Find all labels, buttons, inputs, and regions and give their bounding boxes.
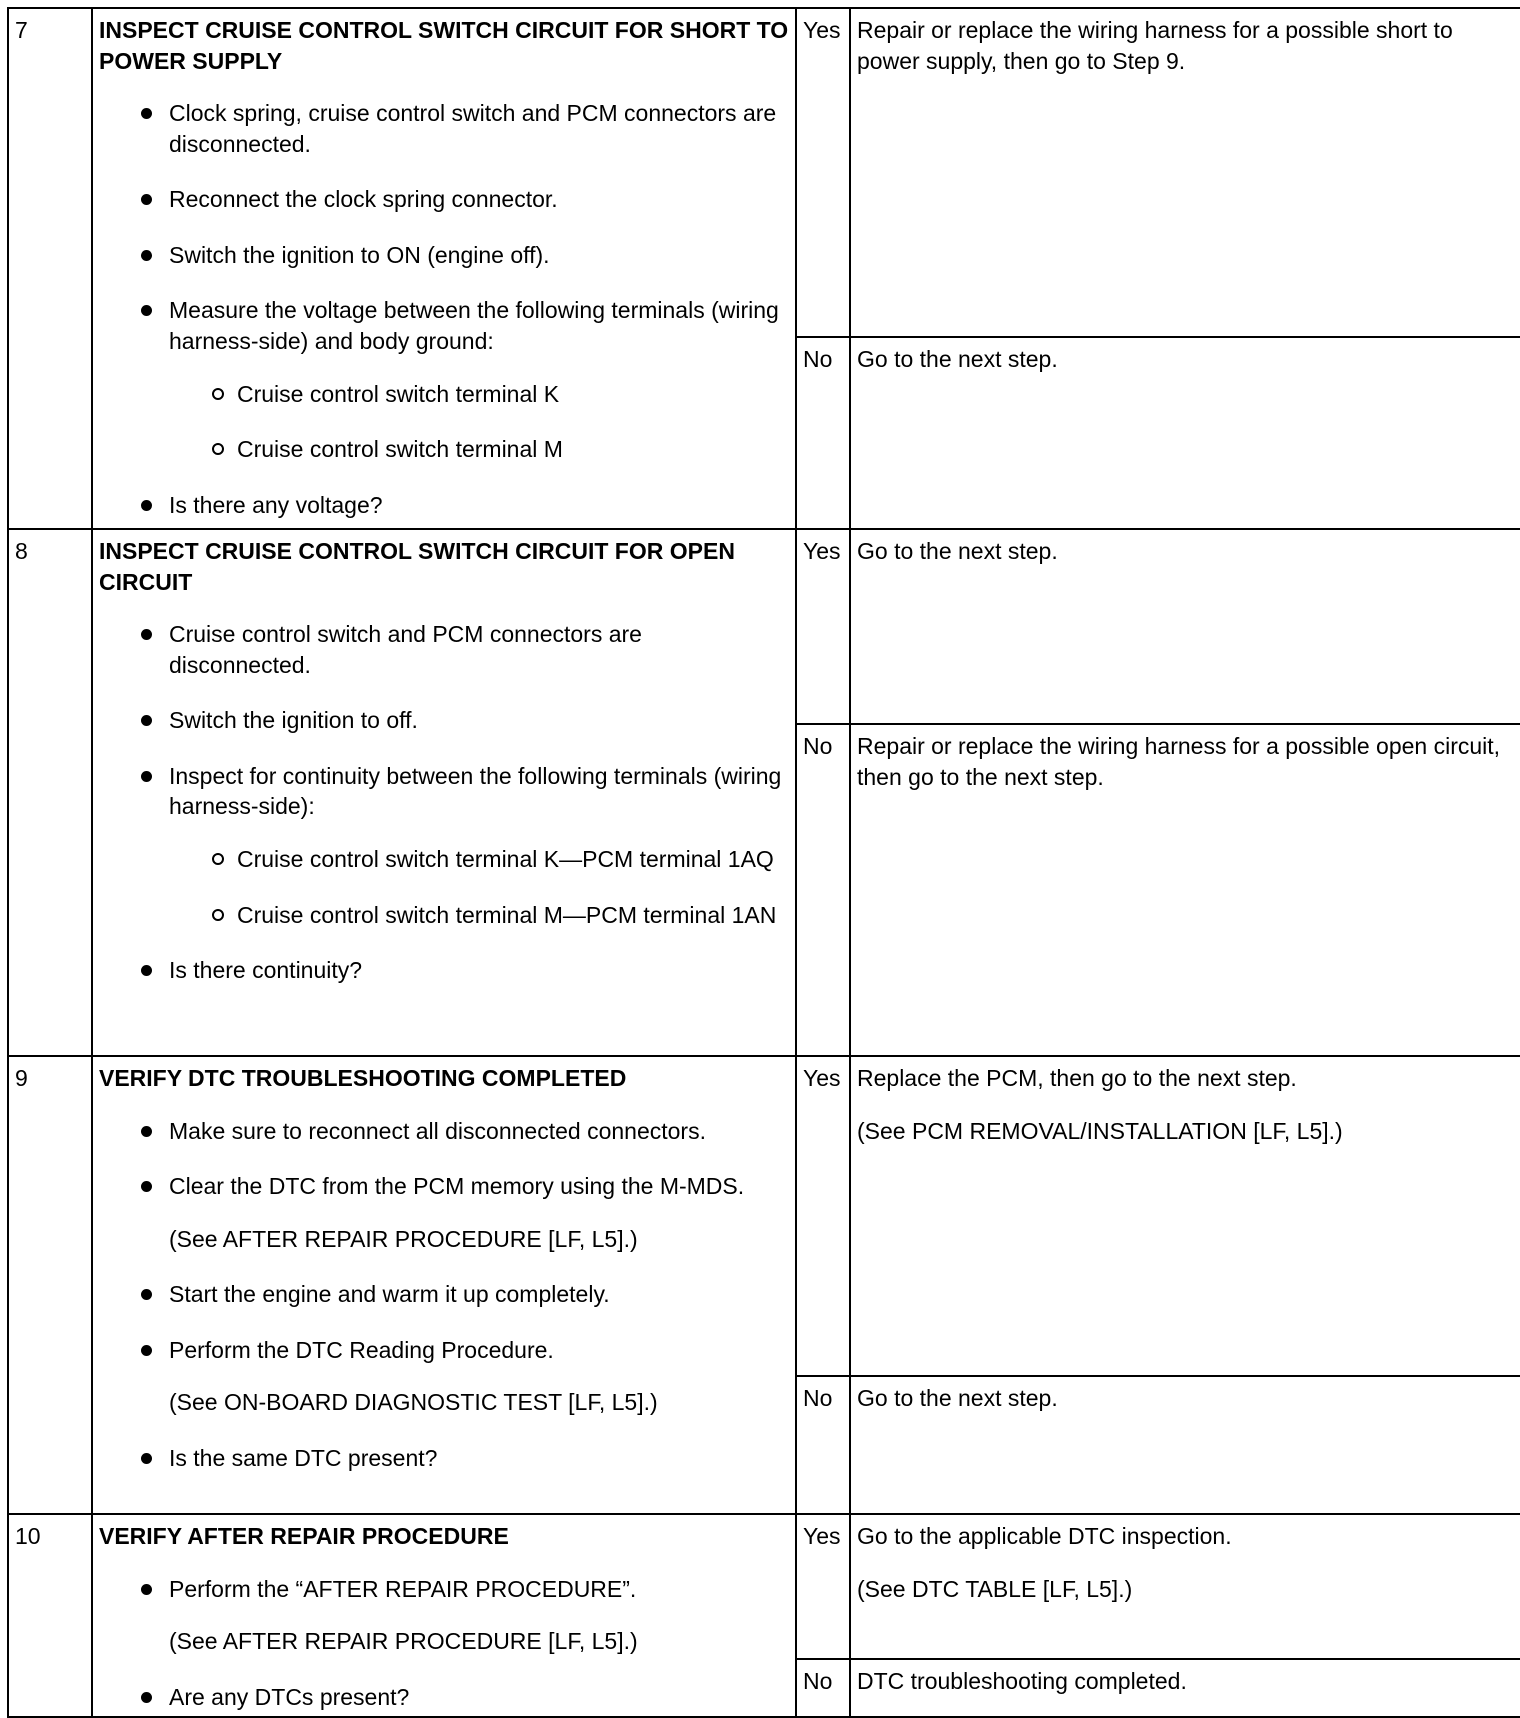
yes-result bbox=[850, 1056, 1520, 1376]
yes-label: Yes bbox=[796, 8, 850, 337]
yes-label: Yes bbox=[796, 1056, 850, 1376]
no-label: No bbox=[796, 724, 850, 1056]
no-result bbox=[850, 1376, 1520, 1514]
yes-result bbox=[850, 1514, 1520, 1659]
bullet-text: Measure the voltage between the following terminals (wiring harness-side) and body ground: bbox=[169, 297, 779, 355]
step-8-yes-row bbox=[8, 529, 1520, 724]
bullet-list bbox=[99, 619, 789, 986]
bullet-item: Cruise control switch and PCM connectors are disconnected. bbox=[99, 619, 789, 680]
yes-result-reference[interactable]: (See PCM REMOVAL/INSTALLATION [LF, L5].) bbox=[857, 1117, 1343, 1144]
step-title: INSPECT CRUISE CONTROL SWITCH CIRCUIT FOR OPEN CIRCUIT bbox=[99, 538, 735, 595]
no-result bbox=[850, 337, 1520, 529]
sub-bullet-item: Cruise control switch terminal M bbox=[169, 434, 789, 465]
bullet-item: Reconnect the clock spring connector. bbox=[99, 184, 789, 215]
bullet-reference[interactable]: (See AFTER REPAIR PROCEDURE [LF, L5].) bbox=[169, 1628, 638, 1655]
bullet-question: Is there continuity? bbox=[99, 955, 789, 986]
no-label: No bbox=[796, 337, 850, 529]
bullet-item bbox=[99, 1335, 789, 1418]
bullet-item bbox=[99, 295, 789, 464]
step-number: 7 bbox=[8, 8, 92, 529]
step-10-yes-row bbox=[8, 1514, 1520, 1659]
yes-result bbox=[850, 8, 1520, 337]
bullet-item bbox=[99, 761, 789, 930]
step-action bbox=[92, 529, 796, 1056]
step-title: VERIFY AFTER REPAIR PROCEDURE bbox=[99, 1523, 509, 1549]
no-result-text: Go to the next step. bbox=[857, 346, 1058, 372]
yes-label: Yes bbox=[796, 1514, 850, 1659]
bullet-text: Perform the “AFTER REPAIR PROCEDURE”. bbox=[169, 1575, 637, 1602]
bullet-item: Switch the ignition to ON (engine off). bbox=[99, 240, 789, 271]
no-result-text: DTC troubleshooting completed. bbox=[857, 1667, 1187, 1694]
step-number: 9 bbox=[8, 1056, 92, 1514]
yes-result-reference[interactable]: (See DTC TABLE [LF, L5].) bbox=[857, 1575, 1133, 1602]
step-action bbox=[92, 1056, 796, 1514]
no-result bbox=[850, 724, 1520, 1056]
bullet-text: Inspect for continuity between the following terminals (wiring harness-side): bbox=[169, 762, 782, 820]
bullet-reference[interactable]: (See AFTER REPAIR PROCEDURE [LF, L5].) bbox=[169, 1225, 638, 1252]
step-action bbox=[92, 8, 796, 529]
step-title: INSPECT CRUISE CONTROL SWITCH CIRCUIT FOR SHORT TO POWER SUPPLY bbox=[99, 17, 789, 74]
bullet-text: Perform the DTC Reading Procedure. bbox=[169, 1336, 554, 1363]
bullet-reference[interactable]: (See ON-BOARD DIAGNOSTIC TEST [LF, L5].) bbox=[169, 1389, 658, 1416]
yes-result bbox=[850, 529, 1520, 724]
step-action bbox=[92, 1514, 796, 1717]
bullet-item: Switch the ignition to off. bbox=[99, 705, 789, 736]
no-label: No bbox=[796, 1659, 850, 1717]
step-9-yes-row bbox=[8, 1056, 1520, 1376]
bullet-question: Is the same DTC present? bbox=[99, 1443, 789, 1474]
yes-result-text: Repair or replace the wiring harness for a possible short to power supply, then go to Step 9. bbox=[857, 17, 1453, 74]
yes-result-text: Go to the next step. bbox=[857, 538, 1058, 564]
no-result bbox=[850, 1659, 1520, 1717]
sub-bullet-item: Cruise control switch terminal K—PCM terminal 1AQ bbox=[169, 844, 789, 875]
troubleshooting-table bbox=[7, 7, 1520, 1718]
step-number: 8 bbox=[8, 529, 92, 1056]
bullet-item: Make sure to reconnect all disconnected connectors. bbox=[99, 1116, 789, 1147]
yes-result-text: Replace the PCM, then go to the next step. bbox=[857, 1065, 1297, 1091]
bullet-item: Clock spring, cruise control switch and PCM connectors are disconnected. bbox=[99, 98, 789, 159]
bullet-question: Are any DTCs present? bbox=[99, 1682, 789, 1713]
sub-bullet-list bbox=[169, 844, 789, 930]
bullet-text: Clear the DTC from the PCM memory using the M-MDS. bbox=[169, 1173, 745, 1200]
step-number: 10 bbox=[8, 1514, 92, 1717]
yes-label: Yes bbox=[796, 529, 850, 724]
bullet-item: Start the engine and warm it up completely. bbox=[99, 1279, 789, 1310]
no-result-text: Go to the next step. bbox=[857, 1385, 1058, 1411]
sub-bullet-item: Cruise control switch terminal M—PCM terminal 1AN bbox=[169, 900, 789, 931]
yes-result-text: Go to the applicable DTC inspection. bbox=[857, 1523, 1232, 1549]
sub-bullet-item: Cruise control switch terminal K bbox=[169, 379, 789, 410]
sub-bullet-list bbox=[169, 379, 789, 465]
bullet-item bbox=[99, 1171, 789, 1254]
no-label: No bbox=[796, 1376, 850, 1514]
no-result-text: Repair or replace the wiring harness for a possible open circuit, then go to the next step. bbox=[857, 733, 1501, 790]
bullet-question: Is there any voltage? bbox=[99, 490, 789, 521]
step-7-yes-row bbox=[8, 8, 1520, 337]
step-title: VERIFY DTC TROUBLESHOOTING COMPLETED bbox=[99, 1065, 627, 1091]
bullet-list bbox=[99, 98, 789, 520]
bullet-list bbox=[99, 1116, 789, 1474]
bullet-list bbox=[99, 1574, 789, 1713]
bullet-item bbox=[99, 1574, 789, 1657]
